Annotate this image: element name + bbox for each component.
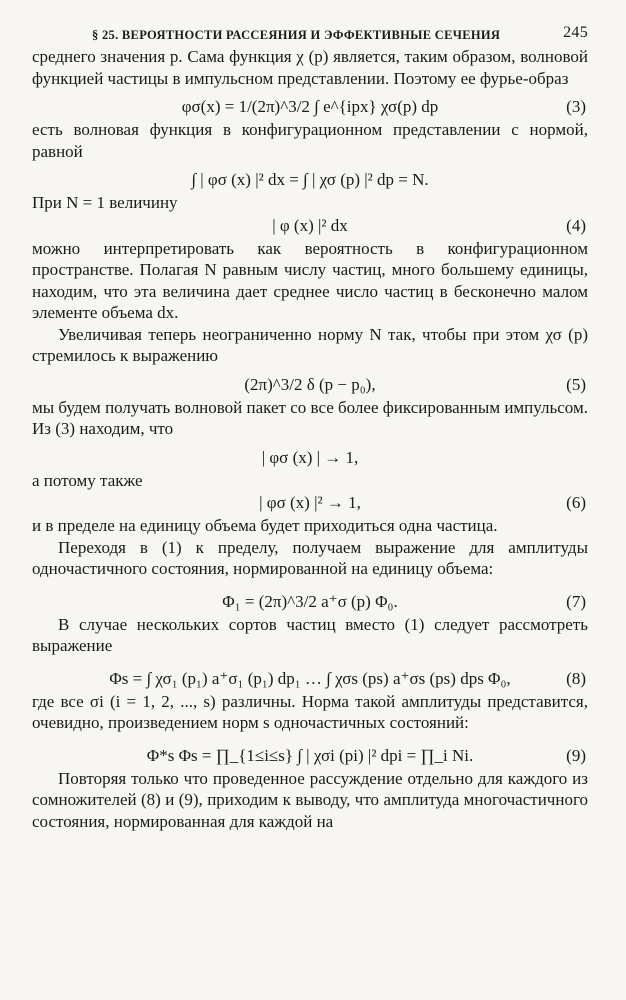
equation-number: (5) (566, 374, 586, 394)
running-title: § 25. ВЕРОЯТНОСТИ РАССЕЯНИЯ И ЭФФЕКТИВНЫЕ СЕЧЕНИЯ (92, 28, 501, 42)
paragraph: мы будем получать волновой пакет со все более фиксированным импульсом. Из (3) находим, что (32, 397, 588, 438)
equation-8 (32, 667, 588, 691)
equation-body: | φσ (x) |² → 1, (259, 493, 361, 512)
paragraph: и в пределе на единицу объема будет приходиться одна частица. (32, 516, 498, 535)
paragraph: где все σi (i = 1, 2, ..., s) различны. Норма такой амплитуды представится, очевидно, произведением норм s одночастичных состояний: (32, 691, 588, 732)
equation-number: (8) (566, 668, 586, 688)
equation-body: (2π)^3/2 δ (p − p₀), (244, 374, 376, 394)
equation-number: (7) (566, 591, 586, 611)
equation-body: ∫ | φσ (x) |² dx = ∫ | χσ (p) |² dp = N. (191, 170, 429, 189)
paragraph: можно интерпретировать как вероятность в конфигурационном пространстве. Полагая N равным числу частиц, много большему единицы, находим, что эта величина дает среднее число частиц в бесконечно малом элементе объема dx. (32, 238, 588, 322)
equation-4 (32, 214, 588, 238)
equation-6 (32, 491, 588, 515)
equation-7 (32, 590, 588, 614)
paragraph: есть волновая функция в конфигурационном представлении с нормой, равной (32, 120, 588, 161)
equation-body: | φσ (x) | → 1, (261, 447, 359, 467)
equation-limit (32, 446, 588, 470)
equation-body: | φ (x) |² dx (272, 215, 348, 235)
equation-5 (32, 373, 588, 397)
paragraph: а потому также (32, 470, 143, 490)
paragraph: среднего значения p. Сама функция χ (p) является, таким образом, волновой функцией частицы в импульсном представлении. Поэтому ее фурье-образ (32, 47, 588, 88)
paragraph: При N = 1 величину (32, 193, 178, 212)
equation-9 (32, 744, 588, 768)
page-header (32, 20, 588, 46)
book-page (32, 20, 588, 832)
paragraph: Повторяя только что проведенное рассуждение отдельно для каждого из сомножителей (8) и (9), приходим к выводу, что амплитуда многочастичного состояния, нормированная для каждой на (32, 768, 588, 831)
equation-body: φσ(x) = 1/(2π)^3/2 ∫ e^{ipx} χσ(p) dp (181, 97, 439, 116)
equation-number: (6) (566, 493, 586, 512)
equation-3 (32, 95, 588, 119)
equation-body: Φs = ∫ χσ₁ (p₁) a⁺σ₁ (p₁) dp₁ … ∫ χσs (ps) a⁺σs (ps) dps Φ₀, (109, 668, 511, 688)
equation-number: (3) (566, 97, 586, 116)
equation-body: Φ*s Φs = ∏_{1≤i≤s} ∫ | χσi (pi) |² dpi = ∏_i Ni. (146, 745, 474, 765)
paragraph: Переходя в (1) к пределу, получаем выражение для амплитуды одночастичного состояния, нормированной на единицу объема: (32, 537, 588, 578)
page-number: 245 (563, 24, 588, 41)
equation-norm (32, 168, 588, 192)
equation-number: (9) (566, 745, 586, 765)
equation-body: Φ₁ = (2π)^3/2 a⁺σ (p) Φ₀. (222, 591, 398, 611)
paragraph: Увеличивая теперь неограниченно норму N так, чтобы при этом χσ (p) стремилось к выражению (32, 324, 588, 365)
equation-number: (4) (566, 215, 586, 235)
paragraph: В случае нескольких сортов частиц вместо (1) следует рассмотреть выражение (32, 614, 588, 655)
